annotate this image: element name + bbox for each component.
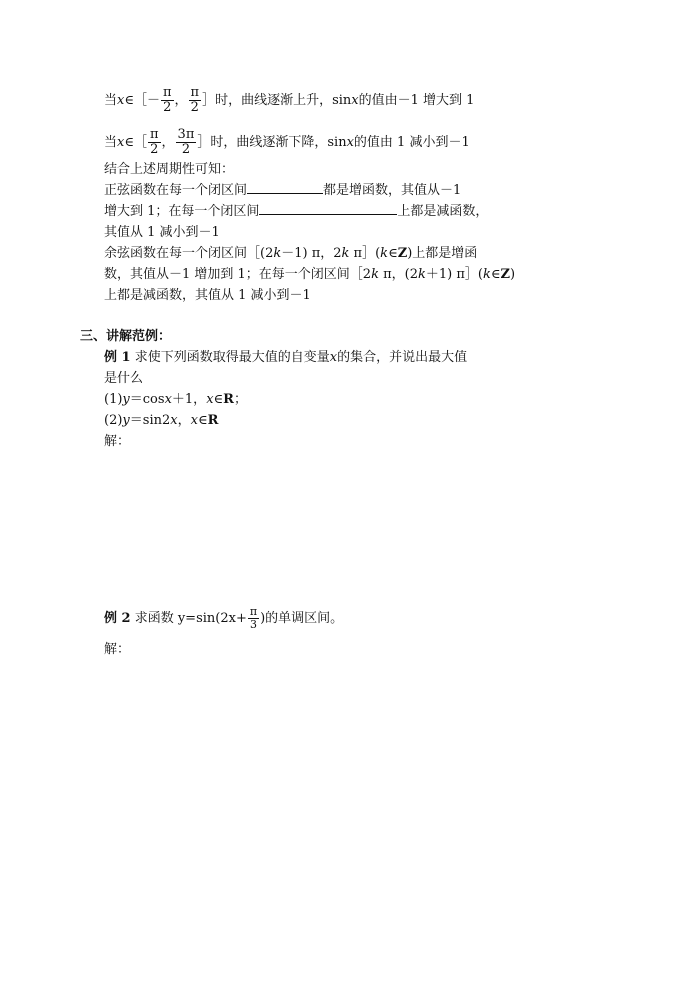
line-cosine-range: 上都是减函数，其值从 1 减小到－1	[104, 288, 311, 303]
fraction-pi-over-2: $\frac{\pi}{2}$	[162, 85, 172, 115]
example1-question-cont: 是什么	[104, 371, 144, 386]
fraction-pi-over-2: $\frac{\pi}{2}$	[190, 85, 200, 115]
line-sine-decreasing: 增大到 1；在每一个闭区间 上都是减函数，	[104, 204, 489, 219]
example2-solution-label: 解：	[104, 642, 131, 657]
line-sine-increasing: 正弦函数在每一个闭区间 都是增函数，其值从－1	[104, 183, 462, 198]
example1-item1: (1)y＝cosx＋1，x∈R；	[104, 392, 247, 407]
fraction-3pi-over-2: $\frac{3\pi}{2}$	[177, 127, 195, 157]
line-cosine-decreasing: 数，其值从－1 增加到 1；在每一个闭区间［2k π，(2k＋1) π］(k∈Z)	[104, 267, 516, 282]
fraction-pi-over-3: $\frac{\pi}{3}$	[249, 605, 258, 631]
example2-question: 例 2 求函数 y=sin(2x+ $\frac{\pi}{3}$ )的单调区间。	[104, 605, 344, 631]
line-sine-range: 其值从 1 减小到－1	[104, 225, 220, 240]
section-title: 三、讲解范例：	[80, 329, 172, 344]
line-conclusion: 结合上述周期性可知：	[104, 162, 235, 177]
example1-solution-label: 解：	[104, 434, 131, 449]
line-interval-decreasing: 当x∈［ $\frac{\pi}{2}$ ， $\frac{3\pi}{2}$ ］时，曲线逐渐下降，sinx的值由 1 减小到－1	[104, 127, 470, 157]
fraction-pi-over-2: $\frac{\pi}{2}$	[149, 127, 159, 157]
example1-question: 例 1 求使下列函数取得最大值的自变量x的集合，并说出最大值	[104, 350, 468, 365]
answer-blank[interactable]	[247, 181, 323, 194]
line-cosine-increasing: 余弦函数在每一个闭区间［(2k－1) π，2k π］(k∈Z)上都是增函	[104, 246, 478, 261]
example1-item2: (2)y＝sin2x，x∈R	[104, 413, 219, 428]
answer-blank[interactable]	[259, 202, 397, 215]
line-interval-increasing: 当x∈［－ $\frac{\pi}{2}$ ， $\frac{\pi}{2}$ ］时，曲线逐渐上升，sinx的值由－1 增大到 1	[104, 85, 475, 115]
